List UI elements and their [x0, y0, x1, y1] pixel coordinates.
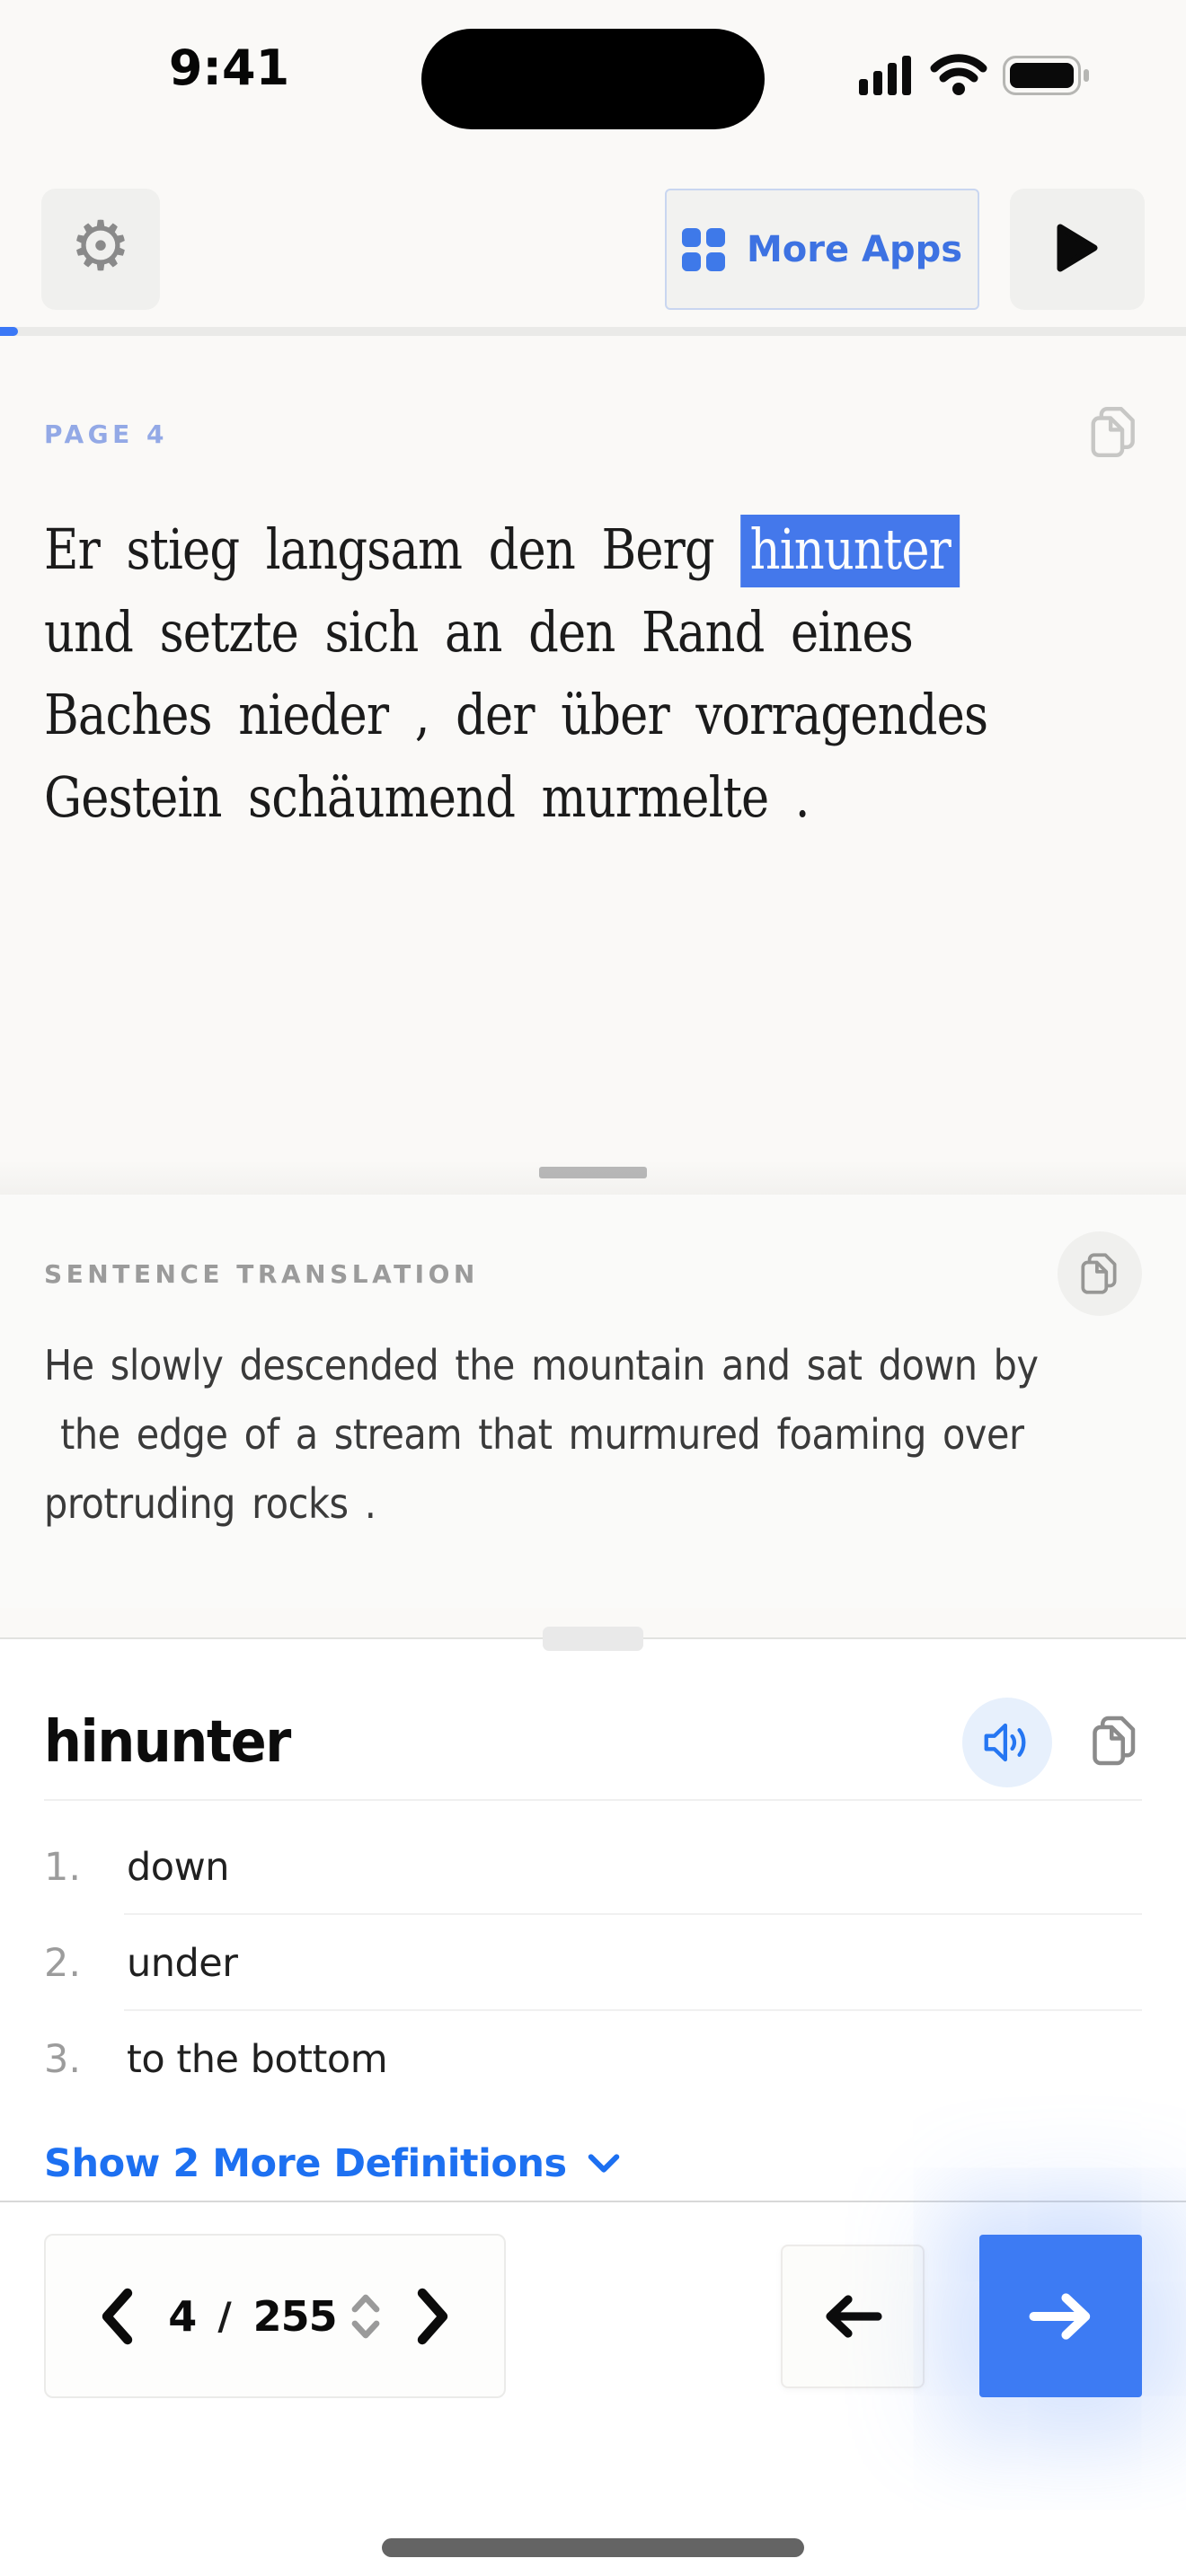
bottom-nav [44, 2202, 1142, 2398]
definition-number: 1. [44, 1844, 82, 1890]
play-button[interactable] [1010, 189, 1145, 310]
page-number-stepper[interactable] [168, 2291, 381, 2342]
cellular-signal-icon [855, 56, 915, 95]
arrow-left-icon [822, 2291, 883, 2342]
page-prev-button[interactable] [100, 2288, 134, 2345]
dictionary-sheet [0, 1637, 1186, 2576]
status-icons [855, 54, 1089, 95]
reading-progress-fill [0, 327, 18, 336]
copy-translation-button[interactable] [1058, 1231, 1142, 1316]
translation-section-label: SENTENCE TRANSLATION [44, 1258, 479, 1289]
translation-line: He slowly descended the mountain and sat down by [44, 1341, 1039, 1389]
page-pager [44, 2234, 506, 2398]
definition-row [44, 1915, 1142, 2011]
status-time: 9:41 [168, 40, 290, 96]
toolbar-spacer [160, 189, 665, 310]
chevron-left-icon [100, 2288, 134, 2345]
definition-list [44, 1801, 1142, 2107]
speaker-icon [982, 1717, 1032, 1768]
page-separator: / [217, 2294, 232, 2338]
wifi-icon [930, 54, 987, 95]
translation-line: protruding rocks . [44, 1479, 376, 1528]
current-page: 4 [168, 2291, 197, 2341]
definition-number: 3. [44, 2036, 82, 2082]
status-bar [0, 0, 1186, 126]
copy-icon [1077, 1249, 1122, 1298]
sheet-drag-handle[interactable] [543, 1627, 643, 1651]
play-icon [1057, 224, 1098, 276]
more-apps-button[interactable] [665, 189, 979, 310]
reader-panel [0, 336, 1186, 1195]
chevron-down-icon [587, 2152, 621, 2175]
show-more-label: Show 2 More Definitions [44, 2141, 567, 2186]
sentence-text[interactable]: und setzte sich an den Rand eines [44, 599, 914, 665]
total-pages: 255 [252, 2291, 337, 2341]
battery-icon [1003, 56, 1089, 95]
headword-row [44, 1686, 1142, 1801]
definition-text: under [127, 1940, 238, 1986]
sentence-text[interactable]: Er stieg langsam den Berg [44, 516, 741, 582]
chevron-up-down-icon [350, 2291, 382, 2342]
translation-line: the edge of a stream that murmured foaming over [44, 1410, 1024, 1459]
gear-icon: ⚙ [69, 205, 132, 286]
more-apps-label: More Apps [746, 228, 963, 270]
sentence-text[interactable]: Baches nieder , der über vorragendes [44, 682, 988, 747]
next-sentence-button[interactable] [979, 2235, 1142, 2397]
grid-icon [682, 228, 725, 271]
dynamic-island [421, 29, 765, 129]
pronounce-button[interactable] [962, 1698, 1052, 1787]
settings-button[interactable] [41, 189, 160, 310]
copy-sentence-icon[interactable] [1086, 401, 1142, 466]
page-next-button[interactable] [416, 2288, 450, 2345]
sentence-text[interactable]: Gestein schäumend murmelte . [44, 764, 810, 830]
translation-panel [0, 1195, 1186, 1608]
page-label: PAGE 4 [44, 419, 168, 449]
translation-text [44, 1331, 1142, 1539]
home-indicator [382, 2538, 804, 2557]
show-more-definitions[interactable] [44, 2127, 1142, 2201]
definition-number: 2. [44, 1940, 82, 1986]
copy-icon [1088, 1711, 1142, 1770]
arrow-right-icon [1028, 2289, 1094, 2344]
back-sentence-button[interactable] [781, 2245, 925, 2388]
toolbar [41, 189, 1145, 310]
highlighted-word[interactable]: hinunter [740, 515, 960, 587]
definition-row [44, 1819, 1142, 1915]
definition-row [44, 2011, 1142, 2107]
reading-progress-bar [0, 327, 1186, 336]
definition-text: down [127, 1844, 230, 1890]
copy-word-button[interactable] [1088, 1711, 1142, 1774]
chevron-right-icon [416, 2288, 450, 2345]
german-sentence[interactable] [44, 508, 1142, 839]
reader-resize-handle[interactable] [539, 1167, 647, 1178]
headword: hinunter [44, 1709, 290, 1776]
definition-text: to the bottom [127, 2036, 388, 2082]
